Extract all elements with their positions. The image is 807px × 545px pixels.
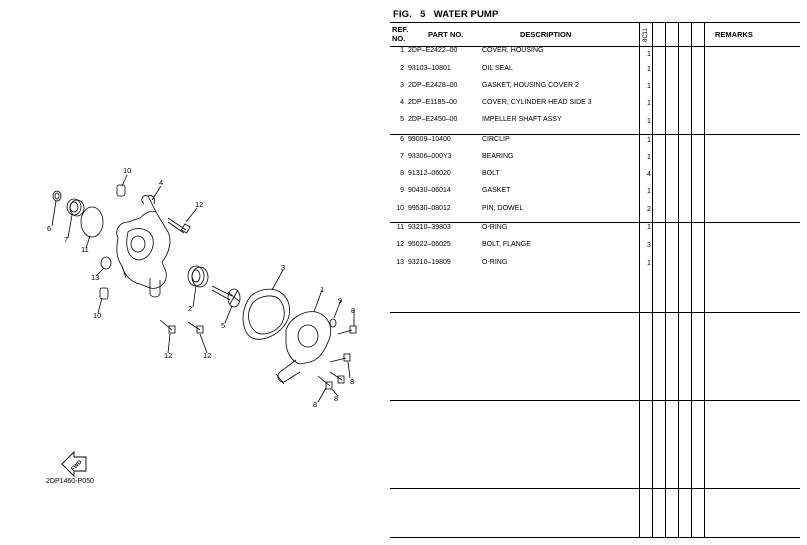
header-ref-no (392, 25, 408, 43)
row-ref: 2 (400, 65, 404, 72)
callout-4: 4 (159, 178, 164, 187)
row-qty: 1 (647, 137, 651, 144)
row-part-no: 2DP–E2428–00 (408, 82, 458, 89)
callout-3: 3 (281, 263, 286, 272)
row-description: CIRCLIP (482, 136, 510, 143)
row-part-no: 99530–08012 (408, 205, 451, 212)
row-description: BOLT, FLANGE (482, 241, 531, 248)
row-description: IMPELLER SHAFT ASSY (482, 116, 562, 123)
callout-1: 1 (320, 285, 325, 294)
callout-8-b: 8 (350, 377, 355, 386)
header-part-no: PART NO. (428, 30, 464, 39)
row-part-no: 93306–000Y3 (408, 153, 452, 160)
row-description: O-RING (482, 259, 508, 266)
table-group-rule (390, 134, 800, 135)
row-qty: 3 (647, 242, 651, 249)
row-qty: 1 (647, 224, 651, 231)
callout-11: 11 (81, 245, 89, 254)
header-remarks: REMARKS (715, 30, 753, 39)
header-ref: REF. (392, 25, 409, 34)
header-qty-model: 8C11 (643, 28, 649, 42)
table-row (390, 170, 800, 182)
diagram-code: 2DP1460-P050 (46, 478, 94, 485)
table-section-rule (390, 488, 800, 489)
callout-7: 7 (64, 235, 69, 244)
figure-title (393, 9, 498, 20)
row-qty: 1 (647, 66, 651, 73)
callout-5: 5 (221, 321, 226, 330)
row-part-no: 95022–06025 (408, 241, 451, 248)
row-qty: 1 (647, 154, 651, 161)
parts-table (390, 22, 800, 538)
callout-10-bottom: 10 (93, 311, 102, 320)
callout-8-a: 8 (351, 306, 356, 315)
table-row (390, 205, 800, 217)
callout-10-top: 10 (123, 166, 132, 175)
row-ref: 8 (400, 170, 404, 177)
row-ref: 9 (400, 187, 404, 194)
table-row (390, 99, 800, 111)
callout-9: 9 (338, 296, 343, 305)
callout-12-a: 12 (164, 351, 173, 360)
row-qty: 1 (647, 83, 651, 90)
row-description: COVER, HOUSING (482, 47, 544, 54)
table-row (390, 116, 800, 128)
row-ref: 11 (396, 224, 404, 231)
row-part-no: 90430–06014 (408, 187, 451, 194)
diagram-drawing (0, 0, 385, 545)
callout-6: 6 (47, 224, 52, 233)
row-ref: 6 (400, 136, 404, 143)
row-part-no: 99009–10400 (408, 136, 451, 143)
header-no: NO. (392, 34, 406, 43)
row-part-no: 93210–39803 (408, 224, 451, 231)
fig-number: 5 (420, 9, 426, 20)
row-description: COVER, CYLINDER HEAD SIDE 3 (482, 99, 592, 106)
callout-13: 13 (91, 273, 100, 282)
table-row (390, 65, 800, 77)
row-qty: 1 (647, 100, 651, 107)
callout-12-b: 12 (203, 351, 212, 360)
row-ref: 10 (396, 205, 404, 212)
row-description: PIN, DOWEL (482, 205, 524, 212)
row-part-no: 2DP–E1185–00 (408, 99, 457, 106)
row-qty: 2 (647, 206, 651, 213)
table-row (390, 136, 800, 148)
table-section-rule (390, 312, 800, 313)
fwd-arrow-icon (62, 452, 86, 476)
table-bottom-rule (390, 537, 800, 538)
row-description: O-RING (482, 224, 508, 231)
row-ref: 5 (400, 116, 404, 123)
table-row (390, 241, 800, 253)
table-section-rule (390, 400, 800, 401)
row-part-no: 2DP–E2422–00 (408, 47, 458, 54)
callout-2: 2 (188, 304, 193, 313)
row-part-no: 91312–06020 (408, 170, 451, 177)
row-ref: 4 (400, 99, 404, 106)
row-ref: 12 (396, 241, 404, 248)
fig-title-text: WATER PUMP (433, 9, 499, 20)
row-part-no: 93103–10801 (408, 65, 451, 72)
row-ref: 7 (400, 153, 404, 160)
table-row (390, 153, 800, 165)
table-row (390, 82, 800, 94)
table-row (390, 187, 800, 199)
row-qty: 4 (647, 171, 651, 178)
row-qty: 1 (647, 118, 651, 125)
table-row (390, 224, 800, 236)
table-row (390, 47, 800, 59)
row-part-no: 93210–19809 (408, 259, 451, 266)
fwd-label: FWD (70, 459, 84, 473)
fig-label: FIG. (393, 9, 412, 20)
exploded-diagram (0, 0, 385, 545)
row-qty: 1 (647, 188, 651, 195)
row-ref: 13 (396, 259, 404, 266)
row-description: BOLT (482, 170, 500, 177)
row-qty: 1 (647, 51, 651, 58)
header-description: DESCRIPTION (520, 30, 572, 39)
table-group-rule (390, 222, 800, 223)
table-row (390, 259, 800, 271)
row-part-no: 2DP–E2450–00 (408, 116, 458, 123)
row-ref: 3 (400, 82, 404, 89)
row-description: GASKET (482, 187, 511, 194)
row-description: GASKET, HOUSING COVER 2 (482, 82, 579, 89)
row-description: OIL SEAL (482, 65, 513, 72)
callout-8-c: 8 (334, 394, 339, 403)
row-description: BEARING (482, 153, 514, 160)
row-ref: 1 (400, 47, 404, 54)
callout-12-top: 12 (195, 200, 204, 209)
table-top-rule (390, 22, 800, 23)
row-qty: 1 (647, 260, 651, 267)
callout-8-d: 8 (313, 400, 318, 409)
